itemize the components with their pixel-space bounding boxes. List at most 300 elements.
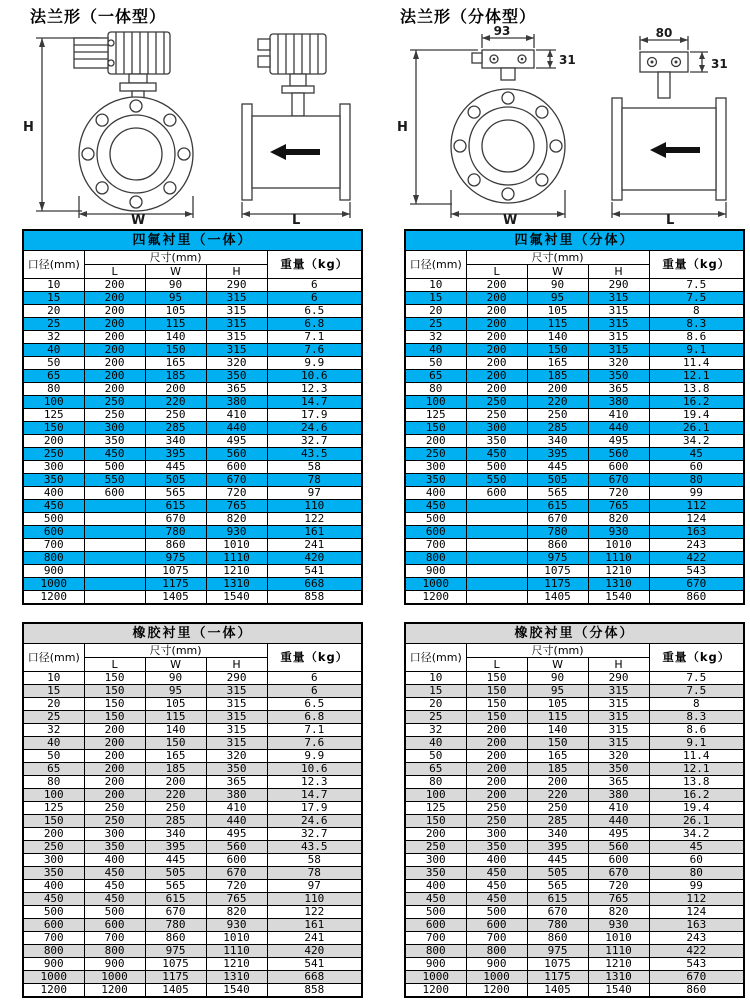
table-cell: 450: [84, 867, 145, 880]
table-cell: 900: [84, 958, 145, 971]
table-cell: 1310: [588, 971, 649, 984]
table-cell: 16.2: [649, 789, 744, 802]
table-cell: 560: [588, 841, 649, 854]
col-header-w: W: [145, 265, 206, 279]
table-cell: 290: [588, 672, 649, 685]
col-header-weight: 重量（kg）: [267, 644, 362, 672]
table-row: [23, 552, 362, 565]
table-cell: 600: [466, 919, 527, 932]
table-cell: 1075: [527, 958, 588, 971]
table-cell: 505: [145, 867, 206, 880]
table-cell: 90: [145, 672, 206, 685]
table-row: [405, 828, 744, 841]
table-cell: 50: [405, 750, 466, 763]
table-row: [405, 331, 744, 344]
table-cell: 300: [84, 422, 145, 435]
table-row: [23, 292, 362, 305]
table-cell: [84, 513, 145, 526]
table-cell: 200: [466, 763, 527, 776]
table-row: [23, 737, 362, 750]
table-row: [405, 474, 744, 487]
table-cell: 1200: [84, 984, 145, 998]
table-cell: 220: [527, 396, 588, 409]
table-cell: 150: [145, 737, 206, 750]
table-cell: 50: [23, 357, 84, 370]
table-cell: 450: [23, 500, 84, 513]
table-cell: 400: [405, 487, 466, 500]
table-cell: 140: [145, 724, 206, 737]
table-cell: 200: [84, 305, 145, 318]
table-cell: 290: [588, 279, 649, 292]
table-cell: 250: [145, 409, 206, 422]
table-cell: 200: [84, 750, 145, 763]
table-cell: 670: [649, 578, 744, 591]
table-cell: 1200: [23, 591, 84, 605]
table-cell: 250: [145, 802, 206, 815]
table-cell: 150: [84, 685, 145, 698]
junction-box-icon: [640, 52, 688, 98]
table-cell: 858: [267, 591, 362, 605]
table-cell: 668: [267, 578, 362, 591]
table-cell: 200: [466, 344, 527, 357]
table-cell: 43.5: [267, 448, 362, 461]
table-cell: 600: [588, 854, 649, 867]
integrated-front-view: [36, 32, 193, 218]
table-cell: 765: [588, 500, 649, 513]
table-cell: 250: [23, 841, 84, 854]
table-cell: 65: [23, 763, 84, 776]
table-cell: 43.5: [267, 841, 362, 854]
table-cell: 163: [649, 526, 744, 539]
table-cell: 315: [206, 318, 267, 331]
table-row: [23, 565, 362, 578]
table-cell: 10: [23, 672, 84, 685]
table-cell: 1405: [145, 591, 206, 605]
table-cell: 90: [527, 279, 588, 292]
table-cell: 765: [206, 500, 267, 513]
table-row: [23, 828, 362, 841]
table-cell: 615: [145, 500, 206, 513]
table-cell: 450: [466, 893, 527, 906]
table-cell: 1010: [588, 932, 649, 945]
table-row: [405, 893, 744, 906]
col-header-h: H: [588, 658, 649, 672]
table-cell: 40: [23, 737, 84, 750]
table-row: [405, 698, 744, 711]
table-cell: 820: [206, 513, 267, 526]
table-row: [23, 919, 362, 932]
table-cell: 395: [527, 448, 588, 461]
table-cell: 200: [466, 331, 527, 344]
table-row: [23, 474, 362, 487]
table-row: [405, 526, 744, 539]
col-header-size: 尺寸(mm): [466, 644, 649, 658]
table-cell: 860: [649, 591, 744, 605]
table-cell: 541: [267, 565, 362, 578]
table-cell: 400: [23, 487, 84, 500]
table-cell: 163: [649, 919, 744, 932]
table-cell: 200: [466, 279, 527, 292]
table-title: 橡胶衬里（一体）: [23, 623, 362, 644]
col-header-h: H: [206, 658, 267, 672]
table-cell: 670: [527, 906, 588, 919]
table-cell: 100: [405, 789, 466, 802]
table-cell: 150: [527, 344, 588, 357]
table-cell: 450: [405, 500, 466, 513]
table-cell: 1210: [588, 565, 649, 578]
dim-num-side-height: 31: [711, 57, 728, 71]
table-cell: [84, 565, 145, 578]
table-cell: 6: [267, 672, 362, 685]
table-cell: [466, 578, 527, 591]
table-cell: [84, 591, 145, 605]
table-row: [405, 357, 744, 370]
dim-num-side-width: 80: [655, 26, 673, 40]
table-row: [23, 906, 362, 919]
table-cell: 40: [23, 344, 84, 357]
table-row: [405, 435, 744, 448]
table-cell: 95: [145, 292, 206, 305]
table-cell: 6.5: [267, 698, 362, 711]
table-cell: 600: [84, 487, 145, 500]
table-row: [405, 867, 744, 880]
table-cell: 250: [405, 841, 466, 854]
table-cell: 900: [405, 565, 466, 578]
table-cell: 9.1: [649, 737, 744, 750]
table-cell: 200: [527, 383, 588, 396]
table-row: [405, 370, 744, 383]
table-row: [405, 919, 744, 932]
col-header-weight: 重量（kg）: [649, 644, 744, 672]
table-cell: 700: [23, 932, 84, 945]
table-cell: 250: [466, 802, 527, 815]
table-cell: 380: [588, 789, 649, 802]
table-cell: 250: [466, 396, 527, 409]
table-row: [405, 396, 744, 409]
table-cell: [466, 500, 527, 513]
table-cell: 6.8: [267, 318, 362, 331]
table-cell: 420: [267, 945, 362, 958]
table-title-row: [405, 623, 744, 644]
table-cell: 315: [588, 292, 649, 305]
table-cell: 1405: [527, 591, 588, 605]
section-title-integrated: 法兰形（一体型）: [30, 7, 167, 26]
table-cell: 34.2: [649, 435, 744, 448]
col-header-size: 尺寸(mm): [466, 251, 649, 265]
table-row: [405, 539, 744, 552]
table-cell: 800: [23, 945, 84, 958]
table-cell: 340: [527, 828, 588, 841]
spec-table-ptfe-integrated: [22, 229, 363, 605]
table-cell: 200: [84, 776, 145, 789]
table-cell: 340: [145, 435, 206, 448]
table-cell: 380: [588, 396, 649, 409]
table-cell: 1310: [206, 971, 267, 984]
table-cell: 550: [466, 474, 527, 487]
table-cell: 670: [206, 867, 267, 880]
table-cell: 13.8: [649, 383, 744, 396]
table-cell: 40: [405, 344, 466, 357]
table-row: [23, 802, 362, 815]
table-cell: 90: [527, 672, 588, 685]
table-cell: 975: [145, 552, 206, 565]
table-cell: 150: [527, 737, 588, 750]
table-cell: 820: [588, 906, 649, 919]
table-cell: 150: [466, 711, 527, 724]
table-cell: 185: [145, 370, 206, 383]
table-cell: 300: [23, 461, 84, 474]
col-header-l: L: [466, 658, 527, 672]
table-cell: 380: [206, 396, 267, 409]
table-cell: 200: [23, 435, 84, 448]
table-cell: 140: [145, 331, 206, 344]
table-cell: 365: [206, 776, 267, 789]
spec-table-ptfe-split: [404, 229, 745, 605]
table-row: [23, 448, 362, 461]
table-cell: [466, 552, 527, 565]
table-cell: 124: [649, 513, 744, 526]
table-row: [405, 448, 744, 461]
table-cell: 15: [405, 685, 466, 698]
table-cell: 12.3: [267, 383, 362, 396]
table-cell: 7.6: [267, 344, 362, 357]
table-cell: 97: [267, 880, 362, 893]
table-cell: 1200: [23, 984, 84, 998]
table-cell: 541: [267, 958, 362, 971]
col-header-diameter: 口径(mm): [405, 644, 466, 672]
table-row: [23, 984, 362, 998]
table-cell: 615: [145, 893, 206, 906]
table-cell: 565: [145, 487, 206, 500]
table-cell: 200: [84, 279, 145, 292]
table-cell: 200: [405, 435, 466, 448]
table-cell: 32: [23, 331, 84, 344]
table-cell: 200: [84, 724, 145, 737]
table-cell: 95: [527, 685, 588, 698]
table-cell: 12.3: [267, 776, 362, 789]
table-cell: 150: [466, 698, 527, 711]
table-cell: 200: [145, 776, 206, 789]
table-cell: 65: [405, 763, 466, 776]
table-row: [23, 344, 362, 357]
table-cell: 670: [588, 867, 649, 880]
table-header-row: [23, 644, 362, 658]
table-cell: 65: [23, 370, 84, 383]
table-cell: 765: [588, 893, 649, 906]
table-row: [405, 672, 744, 685]
table-cell: 250: [84, 802, 145, 815]
table-cell: 315: [206, 685, 267, 698]
table-row: [23, 279, 362, 292]
table-cell: 700: [23, 539, 84, 552]
table-cell: 300: [84, 828, 145, 841]
table-row: [405, 552, 744, 565]
table-cell: 11.4: [649, 357, 744, 370]
table-row: [23, 370, 362, 383]
table-cell: 125: [405, 802, 466, 815]
table-cell: 1000: [405, 971, 466, 984]
table-cell: 20: [405, 698, 466, 711]
table-cell: 32.7: [267, 828, 362, 841]
table-cell: 860: [527, 932, 588, 945]
table-cell: 300: [466, 422, 527, 435]
table-cell: 320: [206, 357, 267, 370]
table-cell: 450: [466, 448, 527, 461]
table-cell: 600: [84, 919, 145, 932]
table-cell: 220: [145, 396, 206, 409]
table-cell: 13.8: [649, 776, 744, 789]
table-cell: 340: [527, 435, 588, 448]
table-cell: 600: [23, 526, 84, 539]
table-cell: 115: [145, 318, 206, 331]
table-cell: 1110: [206, 945, 267, 958]
table-cell: 125: [23, 802, 84, 815]
table-row: [405, 487, 744, 500]
table-cell: 380: [206, 789, 267, 802]
table-cell: 550: [84, 474, 145, 487]
table-cell: 1210: [588, 958, 649, 971]
table-row: [405, 932, 744, 945]
table-cell: 10.6: [267, 370, 362, 383]
table-cell: 1110: [588, 552, 649, 565]
table-cell: 300: [466, 828, 527, 841]
table-cell: 350: [405, 474, 466, 487]
table-cell: 1175: [145, 578, 206, 591]
table-cell: 450: [84, 893, 145, 906]
table-cell: 670: [145, 513, 206, 526]
table-cell: 7.6: [267, 737, 362, 750]
table-cell: 450: [84, 448, 145, 461]
table-cell: 900: [23, 958, 84, 971]
table-cell: 165: [145, 357, 206, 370]
table-cell: 80: [649, 474, 744, 487]
table-cell: 241: [267, 932, 362, 945]
table-cell: 115: [145, 711, 206, 724]
table-cell: 315: [206, 698, 267, 711]
table-row: [23, 461, 362, 474]
table-cell: 300: [405, 461, 466, 474]
table-cell: 250: [527, 802, 588, 815]
table-cell: 185: [145, 763, 206, 776]
table-row: [405, 344, 744, 357]
table-cell: 395: [527, 841, 588, 854]
table-cell: [466, 539, 527, 552]
table-cell: 78: [267, 474, 362, 487]
table-cell: 350: [466, 841, 527, 854]
table-cell: 1540: [588, 591, 649, 605]
table-cell: 800: [405, 552, 466, 565]
table-cell: 285: [145, 422, 206, 435]
table-cell: 150: [23, 815, 84, 828]
table-cell: 780: [527, 919, 588, 932]
table-cell: 161: [267, 526, 362, 539]
flange-face: [451, 89, 565, 203]
table-cell: 150: [405, 815, 466, 828]
table-cell: 450: [405, 893, 466, 906]
table-cell: 7.1: [267, 331, 362, 344]
table-cell: 285: [527, 815, 588, 828]
table-cell: 1175: [145, 971, 206, 984]
table-cell: 32: [405, 724, 466, 737]
table-cell: 150: [84, 711, 145, 724]
dim-label-h: H: [397, 120, 408, 135]
table-cell: 315: [206, 344, 267, 357]
table-cell: 250: [405, 448, 466, 461]
table-cell: 150: [405, 422, 466, 435]
table-cell: 200: [84, 763, 145, 776]
table-cell: 565: [527, 487, 588, 500]
table-cell: 500: [23, 513, 84, 526]
table-cell: 8.3: [649, 318, 744, 331]
table-cell: 720: [206, 487, 267, 500]
table-cell: 100: [405, 396, 466, 409]
table-cell: 15: [405, 292, 466, 305]
table-cell: 800: [84, 945, 145, 958]
table-cell: 860: [649, 984, 744, 998]
table-cell: 125: [23, 409, 84, 422]
table-cell: 1405: [527, 984, 588, 998]
table-row: [23, 539, 362, 552]
table-cell: 440: [206, 422, 267, 435]
table-cell: 58: [267, 854, 362, 867]
table-cell: 200: [466, 789, 527, 802]
table-cell: 10.6: [267, 763, 362, 776]
dim-label-w: W: [131, 213, 146, 226]
table-row: [405, 880, 744, 893]
table-cell: 20: [405, 305, 466, 318]
table-row: [405, 292, 744, 305]
table-cell: 500: [466, 461, 527, 474]
table-cell: 400: [466, 854, 527, 867]
table-cell: 24.6: [267, 815, 362, 828]
table-cell: 115: [527, 711, 588, 724]
table-cell: 1000: [84, 971, 145, 984]
table-cell: 543: [649, 565, 744, 578]
table-cell: [84, 526, 145, 539]
table-cell: 930: [588, 919, 649, 932]
table-cell: 543: [649, 958, 744, 971]
col-header-size: 尺寸(mm): [84, 644, 267, 658]
table-cell: 1010: [588, 539, 649, 552]
table-cell: 105: [527, 698, 588, 711]
table-cell: 350: [84, 435, 145, 448]
table-cell: 315: [588, 305, 649, 318]
table-row: [405, 763, 744, 776]
table-row: [405, 945, 744, 958]
table-cell: 124: [649, 906, 744, 919]
table-cell: 495: [588, 435, 649, 448]
table-header-row: [405, 644, 744, 658]
table-cell: 14.7: [267, 396, 362, 409]
table-cell: 80: [23, 776, 84, 789]
col-header-weight: 重量（kg）: [649, 251, 744, 279]
table-cell: 112: [649, 893, 744, 906]
table-cell: 500: [466, 906, 527, 919]
table-cell: 450: [84, 880, 145, 893]
table-cell: 410: [206, 802, 267, 815]
table-cell: 440: [206, 815, 267, 828]
table-cell: 860: [527, 539, 588, 552]
table-cell: 858: [267, 984, 362, 998]
table-cell: 110: [267, 893, 362, 906]
table-cell: 285: [527, 422, 588, 435]
table-cell: 670: [588, 474, 649, 487]
table-cell: 350: [84, 841, 145, 854]
col-header-diameter: 口径(mm): [405, 251, 466, 279]
table-cell: 820: [206, 906, 267, 919]
table-cell: 365: [206, 383, 267, 396]
table-cell: 900: [466, 958, 527, 971]
